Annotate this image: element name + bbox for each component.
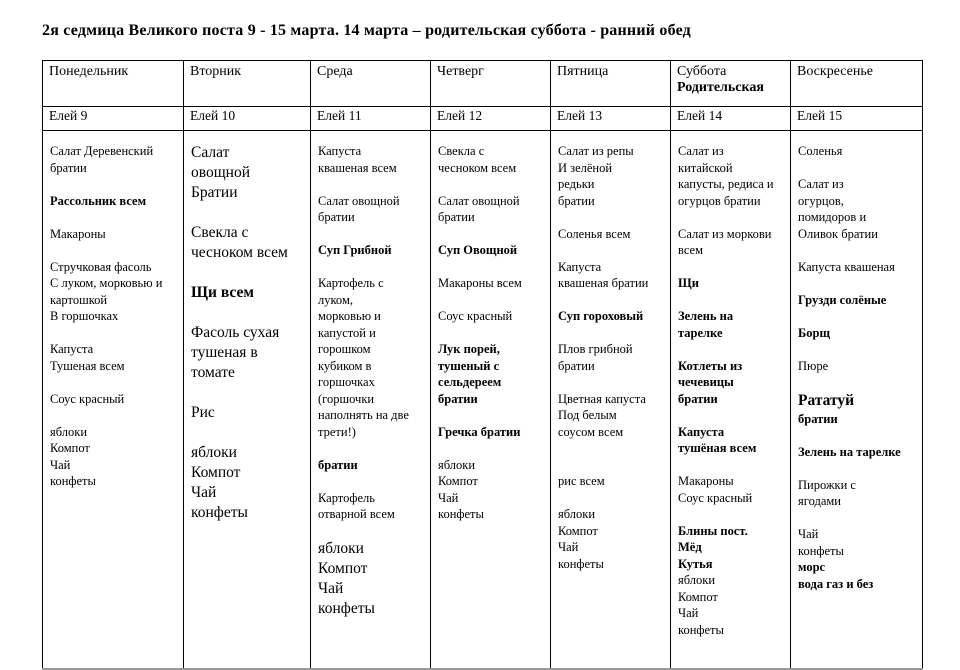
menu-line: соусом всем xyxy=(558,424,624,439)
menu-line: братии xyxy=(558,358,595,373)
menu-line-spacer xyxy=(50,407,179,424)
menu-line: яблоки xyxy=(678,573,716,587)
menu-line: капустой и xyxy=(318,325,376,340)
menu-line: отварной всем xyxy=(318,507,395,521)
menu-line: китайской xyxy=(678,160,733,175)
day-subtitle-saturday: Родительская xyxy=(677,80,764,95)
menu-line: капусты, редиса и xyxy=(678,177,774,191)
menu-line-spacer xyxy=(438,176,546,193)
day-header-row xyxy=(43,61,923,107)
menu-line-spacer xyxy=(558,242,666,259)
menu-line: чесноком всем xyxy=(438,160,517,175)
day-label-tuesday: Вторник xyxy=(190,64,242,79)
menu-line: братии xyxy=(318,457,358,472)
menu-line: Пирожки с xyxy=(798,477,856,492)
menu-line-spacer xyxy=(191,263,306,283)
menu-line: ягодами xyxy=(798,494,841,508)
menu-line-spacer xyxy=(798,160,918,177)
menu-cell-monday xyxy=(43,131,184,670)
menu-line: Компот xyxy=(438,474,478,488)
menu-line: братии xyxy=(798,411,838,426)
menu-line: Салат Деревенский xyxy=(50,144,154,158)
menu-line: Компот xyxy=(678,589,718,604)
menu-line-spacer xyxy=(438,226,546,243)
menu-line: тушеный с xyxy=(438,358,500,373)
oil-cell-friday: Елей 13 xyxy=(551,107,671,131)
menu-line: Пюре xyxy=(798,358,829,373)
menu-line: редьки xyxy=(558,177,595,191)
menu-line: Щи xyxy=(678,276,699,290)
menu-line: вода газ и без xyxy=(798,576,874,591)
menu-line: Свекла с xyxy=(191,224,249,241)
menu-line-spacer xyxy=(558,457,666,474)
menu-line-spacer xyxy=(50,176,179,193)
menu-line-spacer xyxy=(318,523,426,540)
day-header-saturday xyxy=(671,61,791,107)
menu-line: квашеная братии xyxy=(558,276,649,290)
menu-line-spacer xyxy=(558,292,666,309)
menu-line: конфеты xyxy=(798,543,844,558)
menu-line: В горшочках xyxy=(50,309,119,323)
menu-line-spacer xyxy=(798,374,918,391)
menu-cell-tuesday xyxy=(184,131,311,670)
menu-line-spacer xyxy=(678,259,786,276)
menu-body-row xyxy=(43,131,923,670)
menu-line: Рататуй xyxy=(798,391,855,409)
menu-line: тушеная в xyxy=(191,344,258,361)
menu-line-spacer xyxy=(191,203,306,223)
menu-line-spacer xyxy=(678,407,786,424)
menu-cell-friday xyxy=(551,131,671,670)
menu-line: яблоки xyxy=(438,457,476,472)
menu-line: Суп Грибной xyxy=(318,243,392,257)
menu-line: овощной xyxy=(191,164,250,181)
menu-line: Рис xyxy=(191,404,215,421)
menu-line: конфеты xyxy=(438,507,484,521)
day-label-monday: Понедельник xyxy=(49,64,129,79)
menu-line: Цветная капуста xyxy=(558,391,646,406)
menu-line: Зелень на xyxy=(678,309,734,323)
menu-line-spacer xyxy=(558,490,666,507)
menu-line: кубиком в xyxy=(318,358,372,373)
menu-line: Чай xyxy=(191,484,217,501)
oil-cell-monday: Елей 9 xyxy=(43,107,184,131)
menu-line: Мёд xyxy=(678,540,702,554)
day-header-tuesday xyxy=(184,61,311,107)
menu-line: Гречка братии xyxy=(438,424,521,439)
menu-line-spacer xyxy=(191,303,306,323)
menu-line: луком, xyxy=(318,292,353,307)
menu-line: братии xyxy=(678,391,718,406)
menu-line: И зелёной xyxy=(558,160,613,175)
menu-line: конфеты xyxy=(678,622,724,637)
day-header-monday xyxy=(43,61,184,107)
menu-line: квашеная всем xyxy=(318,160,397,175)
menu-line: братии xyxy=(438,391,478,406)
menu-line: Капуста xyxy=(558,259,602,274)
menu-line-spacer xyxy=(191,423,306,443)
menu-line: Чай xyxy=(318,580,344,597)
oil-cell-tuesday: Елей 10 xyxy=(184,107,311,131)
menu-line: помидоров и xyxy=(798,210,867,224)
menu-line: морс xyxy=(798,560,826,574)
menu-line: братии xyxy=(438,210,475,224)
menu-line: Капуста xyxy=(318,144,362,158)
menu-line: Соус красный xyxy=(50,391,125,406)
menu-line-spacer xyxy=(438,292,546,309)
menu-line: братии xyxy=(558,193,595,208)
menu-line: Соус красный xyxy=(438,309,513,323)
menu-line: сельдереем xyxy=(438,375,502,389)
oil-cell-thursday: Елей 12 xyxy=(431,107,551,131)
menu-line: томате xyxy=(191,364,235,381)
menu-line: Компот xyxy=(318,560,368,577)
menu-line-spacer xyxy=(50,209,179,226)
menu-line-spacer xyxy=(318,259,426,276)
menu-line: Борщ xyxy=(798,325,831,340)
menu-line: огурцов братии xyxy=(678,193,761,208)
menu-line: Капуста квашеная xyxy=(798,259,895,274)
menu-line: трети!) xyxy=(318,424,356,439)
menu-line-spacer xyxy=(678,457,786,474)
menu-line-spacer xyxy=(798,308,918,325)
menu-line: Рассольник всем xyxy=(50,193,147,208)
menu-line: братии xyxy=(318,210,355,224)
menu-line: Компот xyxy=(191,464,241,481)
menu-line-spacer xyxy=(318,473,426,490)
menu-line: Капуста xyxy=(678,424,725,439)
oil-cell-saturday: Елей 14 xyxy=(671,107,791,131)
menu-line: картошкой xyxy=(50,292,108,307)
menu-line: Блины пост. xyxy=(678,523,748,538)
menu-line: горошком xyxy=(318,342,371,356)
menu-line: конфеты xyxy=(191,504,248,521)
menu-line-spacer xyxy=(318,440,426,457)
menu-line: рис всем xyxy=(558,474,605,488)
menu-line-spacer xyxy=(678,209,786,226)
menu-line: Чай xyxy=(50,457,71,472)
menu-line: Макароны xyxy=(50,226,106,241)
menu-line-spacer xyxy=(798,341,918,358)
day-header-thursday xyxy=(431,61,551,107)
menu-line: Макароны xyxy=(678,474,734,488)
menu-line: Салат из xyxy=(798,177,844,191)
menu-line: Свекла с xyxy=(438,144,485,158)
oil-row xyxy=(43,107,923,131)
menu-line-spacer xyxy=(50,242,179,259)
menu-line: яблоки xyxy=(191,444,237,461)
menu-line: Чай xyxy=(438,490,459,505)
menu-line-spacer xyxy=(438,325,546,342)
page-title: 2я седмица Великого поста 9 - 15 марта. 14 марта – родительская суббота - ранний обед xyxy=(42,22,691,39)
menu-line: Под белым xyxy=(558,408,617,422)
menu-line-spacer xyxy=(318,226,426,243)
menu-line: Картофель с xyxy=(318,276,384,290)
menu-line: огурцов, xyxy=(798,193,844,208)
menu-line: Чай xyxy=(678,606,699,620)
menu-line: Лук порей, xyxy=(438,342,500,356)
menu-line: яблоки xyxy=(558,507,596,521)
menu-line: С луком, морковью и xyxy=(50,276,163,290)
menu-line: Салат овощной xyxy=(438,193,520,208)
menu-line: Суп гороховый xyxy=(558,309,644,323)
menu-cell-saturday xyxy=(671,131,791,670)
oil-cell-wednesday: Елей 11 xyxy=(311,107,431,131)
day-label-friday: Пятница xyxy=(557,64,609,79)
menu-line: Чай xyxy=(558,540,579,554)
menu-line: Салат из репы xyxy=(558,144,634,158)
menu-line-spacer xyxy=(50,374,179,391)
menu-line: конфеты xyxy=(558,556,604,571)
menu-line-spacer xyxy=(798,510,918,527)
menu-line: Суп Овощной xyxy=(438,243,518,257)
menu-line-spacer xyxy=(318,176,426,193)
menu-line: Фасоль сухая xyxy=(191,324,280,341)
menu-line: Картофель xyxy=(318,490,375,505)
menu-line: чечевицы xyxy=(678,375,734,389)
menu-line-spacer xyxy=(558,440,666,457)
day-label-wednesday: Среда xyxy=(317,64,353,79)
menu-line-spacer xyxy=(678,506,786,523)
menu-line: Стручковая фасоль xyxy=(50,259,152,274)
menu-line: морковью и xyxy=(318,309,381,323)
menu-line: Зелень на тарелке xyxy=(798,444,901,459)
menu-line: Компот xyxy=(50,441,90,455)
menu-line: всем xyxy=(678,243,703,257)
menu-line-spacer xyxy=(558,325,666,342)
menu-cell-wednesday xyxy=(311,131,431,670)
menu-line: Макароны всем xyxy=(438,276,522,290)
menu-line: Тушеная всем xyxy=(50,358,125,373)
day-label-thursday: Четверг xyxy=(437,64,484,79)
menu-line: Кутья xyxy=(678,556,713,571)
menu-line-spacer xyxy=(191,383,306,403)
menu-line-spacer xyxy=(438,259,546,276)
menu-line: тушёная всем xyxy=(678,441,757,455)
day-header-sunday xyxy=(791,61,923,107)
menu-line: яблоки xyxy=(318,540,364,557)
menu-line: Соленья всем xyxy=(558,226,631,241)
menu-line: Котлеты из xyxy=(678,358,743,373)
day-header-wednesday xyxy=(311,61,431,107)
menu-line: (горшочки xyxy=(318,391,375,406)
menu-line-spacer xyxy=(558,374,666,391)
menu-line-spacer xyxy=(798,427,918,444)
menu-line: тарелке xyxy=(678,325,723,340)
menu-line: Братии xyxy=(191,184,238,201)
menu-line: горшочках xyxy=(318,375,375,389)
menu-line: Капуста xyxy=(50,342,94,356)
day-header-friday xyxy=(551,61,671,107)
menu-line: Компот xyxy=(558,523,598,538)
menu-line: чесноком всем xyxy=(191,244,288,261)
menu-line: Салат xyxy=(191,144,230,161)
menu-line: Грузди солёные xyxy=(798,292,887,307)
oil-cell-sunday: Елей 15 xyxy=(791,107,923,131)
lent-menu-table xyxy=(42,60,923,670)
menu-cell-thursday xyxy=(431,131,551,670)
day-label-sunday: Воскресенье xyxy=(797,64,873,79)
menu-cell-sunday xyxy=(791,131,923,670)
menu-line: Соленья xyxy=(798,144,843,158)
menu-line: Салат из xyxy=(678,144,724,158)
menu-line-spacer xyxy=(438,440,546,457)
menu-line: Салат из моркови xyxy=(678,226,772,241)
menu-line: Оливок братии xyxy=(798,226,878,241)
menu-line-spacer xyxy=(50,325,179,342)
menu-line: Плов грибной xyxy=(558,342,633,356)
menu-line: Щи всем xyxy=(191,284,254,301)
menu-line-spacer xyxy=(678,341,786,358)
menu-line: наполнять на две xyxy=(318,408,409,422)
menu-line-spacer xyxy=(678,292,786,309)
menu-line: Салат овощной xyxy=(318,193,400,208)
menu-line: конфеты xyxy=(50,474,96,488)
menu-line: конфеты xyxy=(318,600,375,617)
menu-line: братии xyxy=(50,160,87,175)
day-label-saturday: Суббота xyxy=(677,64,727,79)
menu-line-spacer xyxy=(438,407,546,424)
menu-line-spacer xyxy=(798,242,918,259)
menu-line: Соус красный xyxy=(678,490,753,505)
menu-line-spacer xyxy=(798,275,918,292)
menu-line: яблоки xyxy=(50,424,88,439)
menu-line-spacer xyxy=(798,460,918,477)
menu-line-spacer xyxy=(558,209,666,226)
menu-line: Чай xyxy=(798,527,819,541)
